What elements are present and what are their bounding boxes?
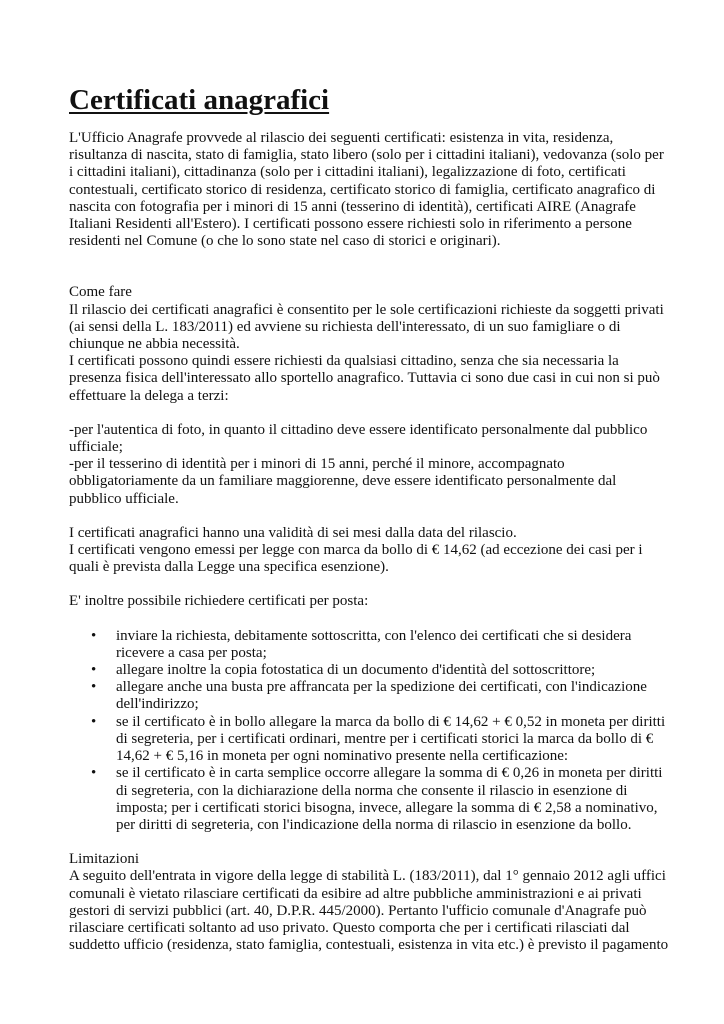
document-page: [69, 82, 669, 954]
text-line: se il certificato è in bollo allegare la marca da bollo di € 14,62 + € 0,52 in moneta per diritti: [116, 713, 666, 730]
list-item: [69, 662, 661, 679]
spacer: [69, 834, 661, 851]
text-line: nascita con fotografia per i minori di 15 anni (tesserino di identità), certificati AIRE (Anagrafe: [69, 198, 636, 215]
text-line: L'Ufficio Anagrafe provvede al rilascio dei seguenti certificati: esistenza in vita, residenza,: [69, 130, 614, 146]
spacer: [69, 576, 661, 593]
text-line: i cittadini italiani), cittadinanza (solo per i cittadini italiani), legalizzazione di foto, certificati: [69, 164, 626, 181]
page-title: Certificati anagrafici: [69, 84, 330, 116]
delega-exceptions-paragraph: [69, 422, 661, 508]
text-line: ufficiale;: [69, 439, 123, 456]
text-line: residenti nel Comune (o che lo sono state nel caso di storici e originari).: [69, 233, 501, 250]
text-line: se il certificato è in carta semplice occorre allegare la somma di € 0,26 in moneta per diritti: [116, 765, 663, 782]
text-line: -per il tesserino di identità per i minori di 15 anni, perché il minore, accompagnato: [69, 456, 565, 473]
text-line: ricevere a casa per posta;: [116, 644, 267, 661]
spacer: [69, 508, 661, 525]
text-line: inviare la richiesta, debitamente sottoscritta, con l'elenco dei certificati che si desidera: [116, 627, 632, 644]
text-line: E' inoltre possibile richiedere certificati per posta:: [69, 593, 369, 610]
validity-paragraph: [69, 525, 661, 577]
text-line: rilasciare certificati soltanto ad uso privato. Questo comporta che per i certificati rilasciati dal: [69, 919, 630, 936]
text-line: I certificati vengono emessi per legge con marca da bollo di € 14,62 (ad eccezione dei casi per i: [69, 542, 643, 559]
bullet-icon: •: [91, 679, 97, 696]
section-heading-limitazioni: Limitazioni: [69, 851, 139, 868]
list-item: [69, 628, 661, 662]
text-line: 14,62 + € 5,16 in moneta per ogni nominativo presente nella certificazione:: [116, 748, 569, 765]
section-heading-come-fare: Come fare: [69, 284, 132, 301]
text-line: comunali è vietato rilasciare certificati da esibire ad altre pubbliche amministrazioni e ai privati: [69, 885, 642, 902]
bullet-icon: •: [91, 765, 97, 782]
text-line: presenza fisica dell'interessato allo sportello anagrafico. Tuttavia ci sono due casi in cui non si può: [69, 370, 660, 387]
posta-bullet-list: [69, 627, 666, 834]
text-line: I certificati possono quindi essere richiesti da qualsiasi cittadino, senza che sia necessaria la: [69, 353, 619, 370]
list-item: [69, 679, 661, 713]
list-item: [69, 765, 661, 834]
text-line: quali è prevista dalla Legge una specifica esenzione).: [69, 559, 389, 576]
spacer: [69, 250, 661, 284]
intro-paragraph: [69, 130, 664, 250]
posta-intro-paragraph: [69, 593, 661, 610]
bullet-icon: •: [91, 627, 97, 644]
limitazioni-section: [69, 851, 669, 954]
text-line: contestuali, certificato storico di residenza, certificato storico di famiglia, certificato anagrafico di: [69, 181, 656, 198]
bullet-icon: •: [91, 662, 97, 679]
text-line: chiunque ne abbia necessità.: [69, 336, 240, 353]
spacer: [69, 405, 661, 422]
text-line: gestori di servizi pubblici (art. 40, D.P.R. 445/2000). Pertanto l'ufficio comunale d'Anagrafe può: [69, 902, 647, 919]
text-line: pubblico ufficiale.: [69, 490, 179, 507]
text-line: effettuare la delega a terzi:: [69, 387, 229, 404]
text-line: di segreteria, con la dichiarazione della norma che consente il rilascio in esenzione di: [116, 782, 628, 799]
bullet-icon: •: [91, 713, 97, 730]
text-line: risultanza di nascita, stato di famiglia, stato libero (solo per i cittadini italiani), vedovanza (solo per: [69, 147, 664, 164]
text-line: (ai sensi della L. 183/2011) ed avviene su richiesta dell'interessato, di un suo famigliare o di: [69, 318, 621, 335]
text-line: -per l'autentica di foto, in quanto il cittadino deve essere identificato personalmente dal pubblico: [69, 421, 648, 438]
list-item: [69, 713, 666, 766]
text-line: A seguito dell'entrata in vigore della legge di stabilità L. (183/2011), dal 1° gennaio 2012 agli uffici: [69, 868, 666, 885]
text-line: Il rilascio dei certificati anagrafici è consentito per le sole certificazioni richieste da soggetti privati: [69, 301, 664, 318]
text-line: per diritti di segreteria, con l'indicazione della norma di rilascio in esenzione da bollo.: [116, 816, 632, 833]
text-line: allegare anche una busta pre affrancata per la spedizione dei certificati, con l'indicazione: [116, 679, 647, 696]
text-line: dell'indirizzo;: [116, 696, 199, 713]
text-line: suddetto ufficio (residenza, stato famiglia, contestuali, esistenza in vita etc.) è previsto il pagamento: [69, 937, 669, 954]
come-fare-section: [69, 284, 664, 404]
text-line: allegare inoltre la copia fotostatica di un documento d'identità del sottoscrittore;: [116, 662, 596, 679]
spacer: [69, 611, 661, 628]
text-line: di segreteria, per i certificati ordinari, mentre per i certificati storici la marca da bollo di €: [116, 730, 654, 747]
text-line: Italiani Residenti all'Estero). I certificati possono essere richiesti solo in riferimento a persone: [69, 216, 632, 233]
text-line: I certificati anagrafici hanno una validità di sei mesi dalla data del rilascio.: [69, 524, 517, 541]
text-line: obbligatoriamente da un familiare maggiorenne, deve essere identificato personalmente dal: [69, 473, 617, 490]
text-line: imposta; per i certificati storici bisogna, invece, allegare la somma di € 2,58 a nominativo,: [116, 799, 658, 816]
